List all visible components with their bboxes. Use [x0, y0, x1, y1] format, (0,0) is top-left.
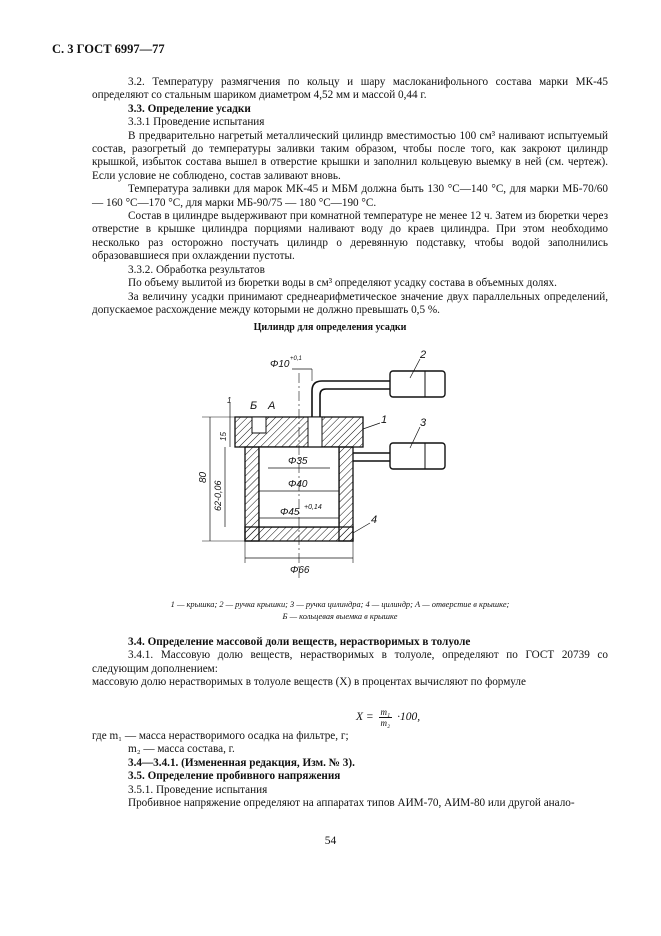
paragraph: m₂ — масса состава, г.	[128, 743, 235, 756]
label-a-hole: А	[268, 400, 276, 412]
dim-hole-diameter: Φ10	[270, 359, 290, 370]
section-3-4	[92, 636, 608, 690]
dim-hole-tolerance: +0,1	[290, 356, 302, 362]
lid-annular-groove	[252, 417, 266, 433]
dim-d66: Φ66	[290, 565, 310, 576]
paragraph: 3.5.1. Проведение испытания	[128, 783, 268, 796]
paragraph: 3.3.1 Проведение испытания	[128, 116, 265, 129]
cylinder-handle-rod	[353, 453, 390, 461]
callout-2-lid-handle: 2	[420, 349, 427, 361]
paragraph: Пробивное напряжение определяют на аппаратах типов АИМ-70, АИМ-80 или другой анало-	[128, 797, 575, 810]
lid-handle-grip	[390, 371, 445, 397]
formula	[356, 707, 420, 728]
page-number: 54	[324, 835, 337, 847]
page-header: С. 3 ГОСТ 6997—77	[52, 42, 165, 56]
dim-height-80: 80	[198, 471, 209, 483]
paragraph: 3.4.1. Массовую долю веществ, нерастворимых в толуоле, определяют по ГОСТ 20739 со следующим дополнением:	[92, 649, 608, 675]
callout-4-cylinder: 4	[371, 514, 378, 526]
paragraph: массовую долю нерастворимых в толуоле веществ (X) в процентах вычисляют по формуле	[92, 676, 526, 689]
paragraph: 3.3.2. Обработка результатов	[128, 263, 265, 276]
figure-caption: Цилиндр для определения усадки	[253, 322, 407, 333]
cylinder-drawing	[180, 343, 480, 593]
formula-rhs: ·100,	[397, 711, 421, 724]
paragraph: Температура заливки для марок МК-45 и МБМ должна быть 130 °С—140 °С, для марки МБ-70/60 — 160 °С—170 °С, для марки МБ-90/75 — 180 °С—190 °С.	[92, 183, 608, 209]
callout-1-lid: 1	[381, 414, 388, 426]
label-b-groove: Б	[250, 400, 258, 412]
legend-line: Б — кольцевая выемка в крышке	[282, 612, 398, 621]
dim-d45: Φ45	[280, 507, 300, 518]
formula-denominator: m₂	[380, 718, 391, 728]
paragraph: Состав в цилиндре выдерживают при комнатной температуре не менее 12 ч. Затем из бюретки через отверстие в крышке цилиндра порциями наливают воду до краев цилиндра. При этом необходимо несколько раз осторожно постучать цилиндр о деревянную подставку, чтобы водой заполнились образовавшиеся при охлаждении пустоты.	[92, 210, 608, 263]
dim-height-1: 1	[227, 396, 232, 405]
paragraph: где m₁ — масса нерастворимого осадка на фильтре, г;	[92, 730, 349, 742]
cylinder-handle-grip	[390, 443, 445, 469]
formula-fraction	[379, 707, 393, 728]
dim-d45-tolerance: +0,14	[304, 504, 322, 511]
lid-hole	[308, 417, 322, 447]
legend-line: 1 — крышка; 2 — ручка крышки; 3 — ручка цилиндра; 4 — цилиндр; А — отверстие в крышке;	[170, 600, 510, 609]
heading-3-4: 3.4. Определение массовой доли веществ, нерастворимых в толуоле	[128, 636, 471, 648]
dim-height-62: 62-0,06	[213, 480, 223, 511]
formula-numerator: m₁	[380, 707, 391, 717]
dim-d40: Φ40	[288, 479, 308, 490]
paragraph: За величину усадки принимают среднеарифметическое значение двух параллельных определений, допускаемое расхождение между которыми не должно превышать 0,5 %.	[92, 290, 608, 316]
dim-height-15: 15	[219, 432, 228, 441]
callout-3-cylinder-handle: 3	[420, 417, 427, 429]
heading-3-5: 3.5. Определение пробивного напряжения	[128, 770, 341, 783]
formula-lhs: X =	[356, 711, 374, 724]
heading-3-3: 3.3. Определение усадки	[128, 102, 251, 115]
figure-legend	[100, 599, 580, 623]
paragraph: В предварительно нагретый металлический цилиндр вместимостью 100 см³ наливают испытуемый состав, разогретый до температуры заливки таким образом, чтобы после того, как закроют цилиндр крышкой, избыток состава вышел в отверстие крышки и заполнил кольцевую выемку в ней (см. чертеж). Если условие не соблюдено, состав заливают вновь.	[92, 129, 608, 182]
paragraph: 3.2. Температуру размягчения по кольцу и шару маслоканифольного состава марки МК-45 определяют со стальным шариком диаметром 4,52 мм и массой 0,44 г.	[92, 76, 608, 102]
section-3-5	[92, 730, 608, 810]
amendment-note: 3.4—3.4.1. (Измененная редакция, Изм. № 3).	[128, 756, 355, 769]
lid-handle-tube	[312, 381, 390, 417]
dim-d35: Φ35	[288, 456, 308, 467]
section-3-2-3-3	[92, 76, 608, 317]
paragraph: По объему вылитой из бюретки воды в см³ определяют усадку состава в объемных долях.	[128, 277, 557, 290]
